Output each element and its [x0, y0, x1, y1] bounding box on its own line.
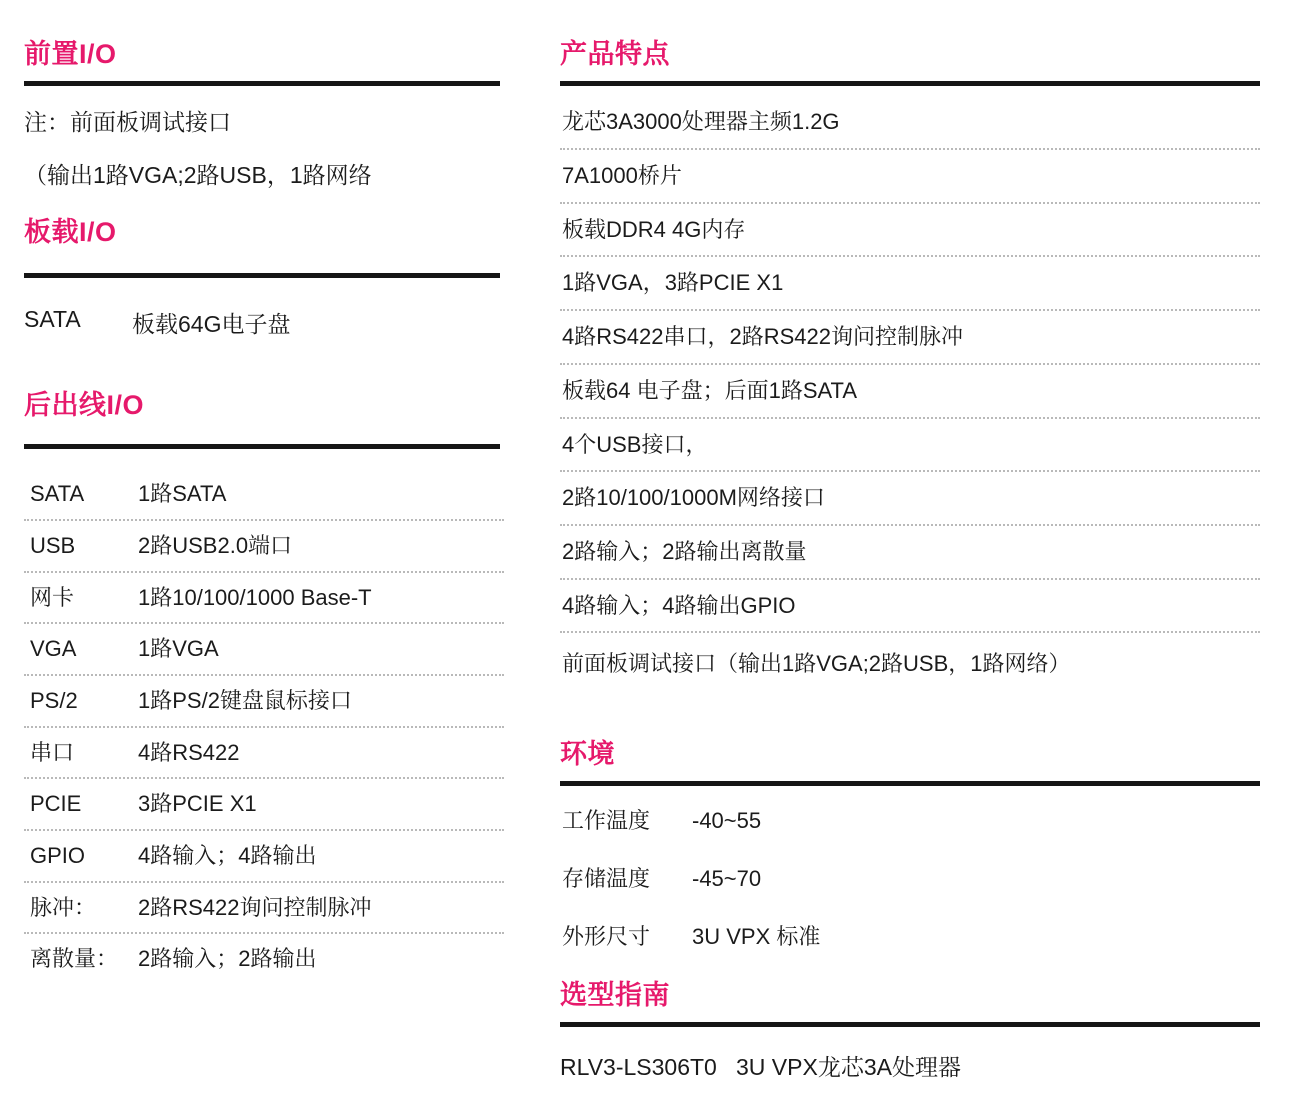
rear-io-key: VGA — [30, 636, 77, 662]
onboard-io-row — [24, 278, 504, 339]
list-item — [24, 573, 504, 625]
onboard-io-value: 板载64G电子盘 — [132, 310, 291, 337]
selection-guide-section — [560, 979, 1260, 1081]
selection-guide-line: RLV3-LS306T0 3U VPX龙芯3A处理器 — [560, 1053, 961, 1080]
rear-io-section — [24, 389, 504, 984]
environment-value: -40~55 — [692, 808, 762, 834]
front-io-detail: （输出1路VGA;2路USB，1路网络 — [24, 162, 372, 189]
environment-value: 3U VPX 标准 — [692, 923, 821, 949]
rear-io-value: 2路输入；2路输出 — [138, 946, 317, 972]
rear-io-value: 1路10/100/1000 Base-T — [138, 584, 372, 610]
front-io-note: 注：前面板调试接口 — [24, 109, 231, 136]
features-section — [560, 38, 1260, 690]
list-item — [560, 850, 1260, 908]
features-title: 产品特点 — [560, 39, 670, 69]
list-item — [24, 521, 504, 573]
rear-io-key: 离散量： — [30, 946, 119, 972]
rear-io-value: 4路RS422 — [138, 739, 240, 765]
list-item: 板载64 电子盘；后面1路SATA — [560, 365, 1260, 419]
rear-io-value: 4路输入；4路输出 — [138, 842, 317, 868]
list-item — [560, 792, 1260, 850]
rear-io-title: 后出线I/O — [24, 389, 145, 420]
features-list — [560, 96, 1260, 690]
onboard-io-key: SATA — [24, 305, 81, 332]
list-item: 2路输入；2路输出离散量 — [560, 526, 1260, 580]
rear-io-value: 2路USB2.0端口 — [138, 532, 293, 558]
right-column — [560, 0, 1260, 1082]
rear-io-key: USB — [30, 532, 76, 558]
onboard-io-title: 板载I/O — [24, 217, 117, 248]
list-item — [24, 676, 504, 728]
rear-io-value: 1路VGA — [138, 636, 219, 662]
rear-io-key: 脉冲： — [30, 894, 97, 920]
environment-section — [560, 738, 1260, 965]
rear-io-value: 1路SATA — [138, 481, 227, 507]
list-item — [24, 883, 504, 935]
front-io-title: 前置I/O — [24, 39, 117, 69]
rear-io-key: PCIE — [30, 791, 82, 817]
list-item: 前面板调试接口（输出1路VGA;2路USB，1路网络） — [562, 651, 1071, 677]
selection-guide-title: 选型指南 — [560, 980, 670, 1011]
rear-io-key: 串口 — [30, 739, 75, 765]
list-item: 4个USB接口， — [560, 419, 1260, 473]
rear-io-key: SATA — [30, 481, 85, 507]
front-io-section — [24, 38, 504, 190]
list-item: 板载DDR4 4G内存 — [560, 204, 1260, 258]
features-rule — [560, 81, 1260, 86]
rear-io-key: GPIO — [30, 842, 86, 868]
list-item: 1路VGA，3路PCIE X1 — [560, 257, 1260, 311]
environment-key: 外形尺寸 — [562, 923, 651, 949]
list-item: 龙芯3A3000处理器主频1.2G — [560, 96, 1260, 150]
list-item: 4路输入；4路输出GPIO — [560, 580, 1260, 634]
environment-value: -45~70 — [692, 866, 762, 892]
left-column — [24, 0, 504, 984]
rear-io-value: 2路RS422询问控制脉冲 — [138, 894, 372, 920]
environment-key: 工作温度 — [562, 808, 651, 834]
environment-title: 环境 — [560, 738, 615, 769]
rear-io-key: 网卡 — [30, 584, 75, 610]
list-item: 7A1000桥片 — [560, 150, 1260, 204]
list-item: 2路10/100/1000M网络接口 — [560, 472, 1260, 526]
environment-key: 存储温度 — [562, 866, 651, 892]
rear-io-value: 3路PCIE X1 — [138, 791, 257, 817]
list-item — [24, 624, 504, 676]
onboard-io-section — [24, 216, 504, 338]
list-item — [24, 728, 504, 780]
rear-io-key: PS/2 — [30, 687, 78, 713]
list-item: 4路RS422串口，2路RS422询问控制脉冲 — [560, 311, 1260, 365]
list-item — [24, 469, 504, 521]
environment-list — [560, 792, 1260, 965]
list-item — [560, 908, 1260, 966]
rear-io-list — [24, 469, 504, 984]
list-item — [24, 779, 504, 831]
rear-io-value: 1路PS/2键盘鼠标接口 — [138, 687, 352, 713]
environment-rule — [560, 781, 1260, 786]
list-item — [24, 934, 504, 984]
list-item — [24, 831, 504, 883]
rear-io-rule — [24, 444, 500, 449]
